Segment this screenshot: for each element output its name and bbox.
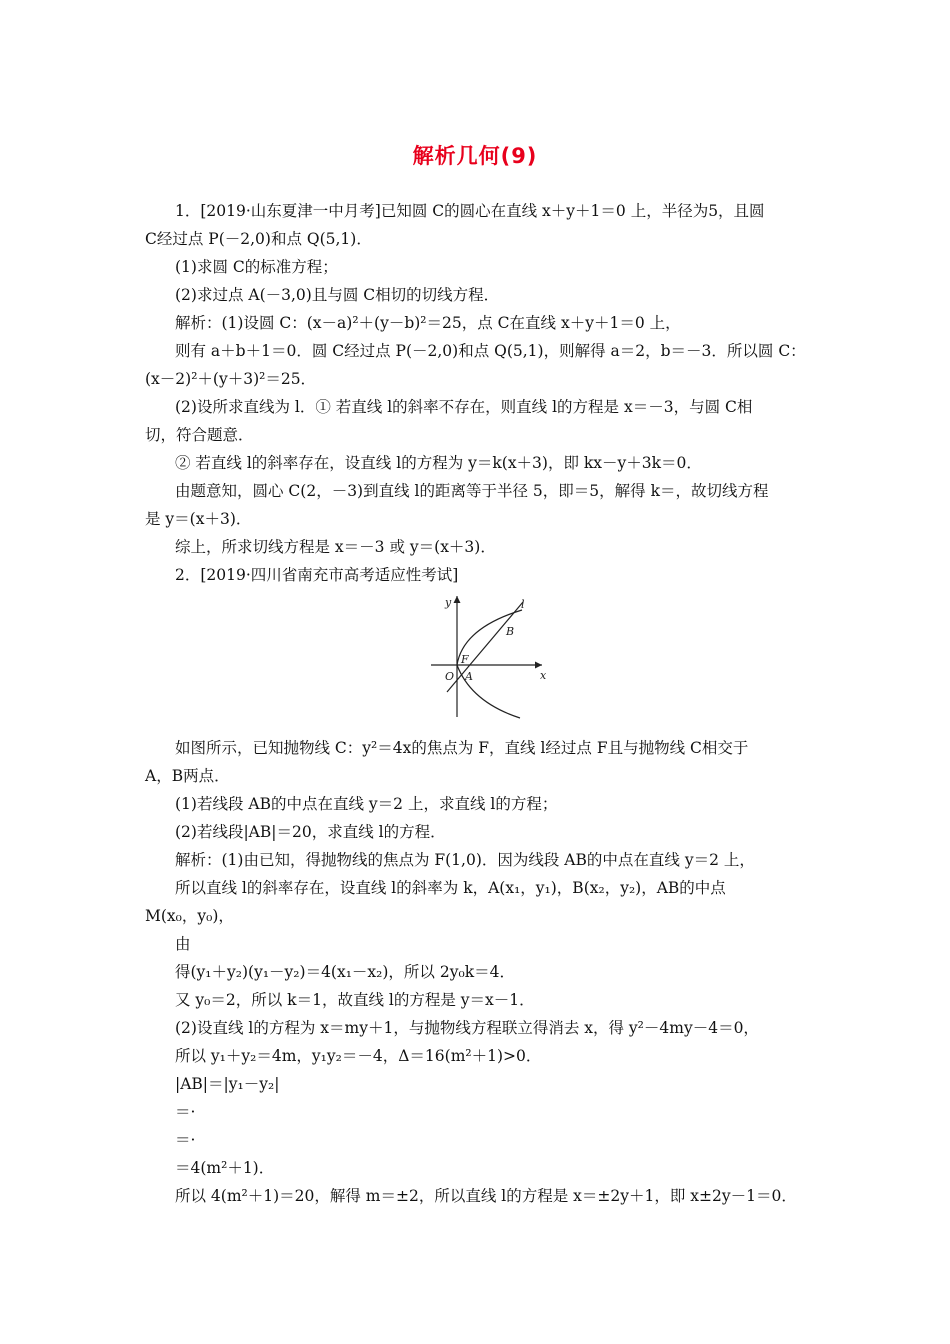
text-line: ＝· [175,1131,196,1149]
text-line: 则有 a＋b＋1＝0．圆 C经过点 P(－2,0)和点 Q(5,1)，则解得 a＝2，b＝－3．所以圆 C： [175,342,806,360]
text-line: (2)设直线 l的方程为 x＝my＋1，与抛物线方程联立得消去 x，得 y²－4my－4＝0， [175,1019,759,1037]
text-line: (2)求过点 A(－3,0)且与圆 C相切的切线方程． [175,286,500,304]
text-line: M(x₀，y₀)， [145,907,234,925]
text-line: ＝· [175,1103,196,1121]
text-line: 是 y＝(x＋3)． [145,510,252,528]
text-line: 如图所示，已知抛物线 C：y²＝4x的焦点为 F，直线 l经过点 F且与抛物线 C相交于 [175,739,749,757]
text-line: ② 若直线 l的斜率存在，设直线 l的方程为 y＝k(x＋3)，即 kx－y＋3k＝0． [175,454,702,472]
text-line: 2．[2019·四川省南充市高考适应性考试] [175,566,459,584]
page-title: 解析几何(9) [412,144,538,168]
text-line: 所以直线 l的斜率存在，设直线 l的斜率为 k，A(x₁，y₁)，B(x₂，y₂)，AB的中点 [175,879,726,897]
point-label-f: F [461,653,469,666]
text-line: 切，符合题意． [145,426,254,444]
text-line: 所以 4(m²＋1)＝20，解得 m＝±2，所以直线 l的方程是 x＝±2y＋1，即 x±2y－1＝0． [175,1187,797,1205]
y-axis-label: y [445,596,452,609]
text-line: 得(y₁＋y₂)(y₁－y₂)＝4(x₁－x₂)，所以 2y₀k＝4． [175,963,515,981]
line-l [447,602,523,692]
text-line: (1)若线段 AB的中点在直线 y＝2 上，求直线 l的方程； [175,795,558,813]
text-line: |AB|＝|y₁－y₂| [175,1075,280,1093]
text-line: (x－2)²＋(y＋3)²＝25． [145,370,317,388]
text-line: 所以 y₁＋y₂＝4m，y₁y₂＝－4，Δ＝16(m²＋1)>0． [175,1047,542,1065]
text-line: (2)若线段|AB|＝20，求直线 l的方程． [175,823,446,841]
text-line: 解析：(1)由已知，得抛物线的焦点为 F(1,0)．因为线段 AB的中点在直线 y＝2 上， [175,851,755,869]
line-label-l: l [521,598,525,611]
text-line: 由 [175,935,191,953]
origin-label: O [445,670,455,683]
text-line: 又 y₀＝2，所以 k＝1，故直线 l的方程是 y＝x－1． [175,991,535,1009]
text-line: (1)求圆 C的标准方程； [175,258,338,276]
text-line: 综上，所求切线方程是 x＝－3 或 y＝(x＋3)． [175,538,496,556]
parabola-diagram [425,592,555,722]
point-label-b: B [506,625,515,638]
text-line: ＝4(m²＋1)． [175,1159,275,1177]
text-line: C经过点 P(－2,0)和点 Q(5,1)． [145,230,372,248]
text-line: 1．[2019·山东夏津一中月考]已知圆 C的圆心在直线 x＋y＋1＝0 上，半径为5，且圆 [175,202,765,220]
x-axis-label: x [540,669,547,682]
parabola-figure [425,592,555,722]
point-label-a: A [465,670,473,683]
text-line: (2)设所求直线为 l．① 若直线 l的斜率不存在，则直线 l的方程是 x＝－3，与圆 C相 [175,398,753,416]
text-line: 由题意知，圆心 C(2，－3)到直线 l的距离等于半径 5，即＝5，解得 k＝，故切线方程 [175,482,769,500]
text-line: 解析：(1)设圆 C：(x－a)²＋(y－b)²＝25，点 C在直线 x＋y＋1＝0 上， [175,314,681,332]
text-line: A，B两点． [145,767,230,785]
